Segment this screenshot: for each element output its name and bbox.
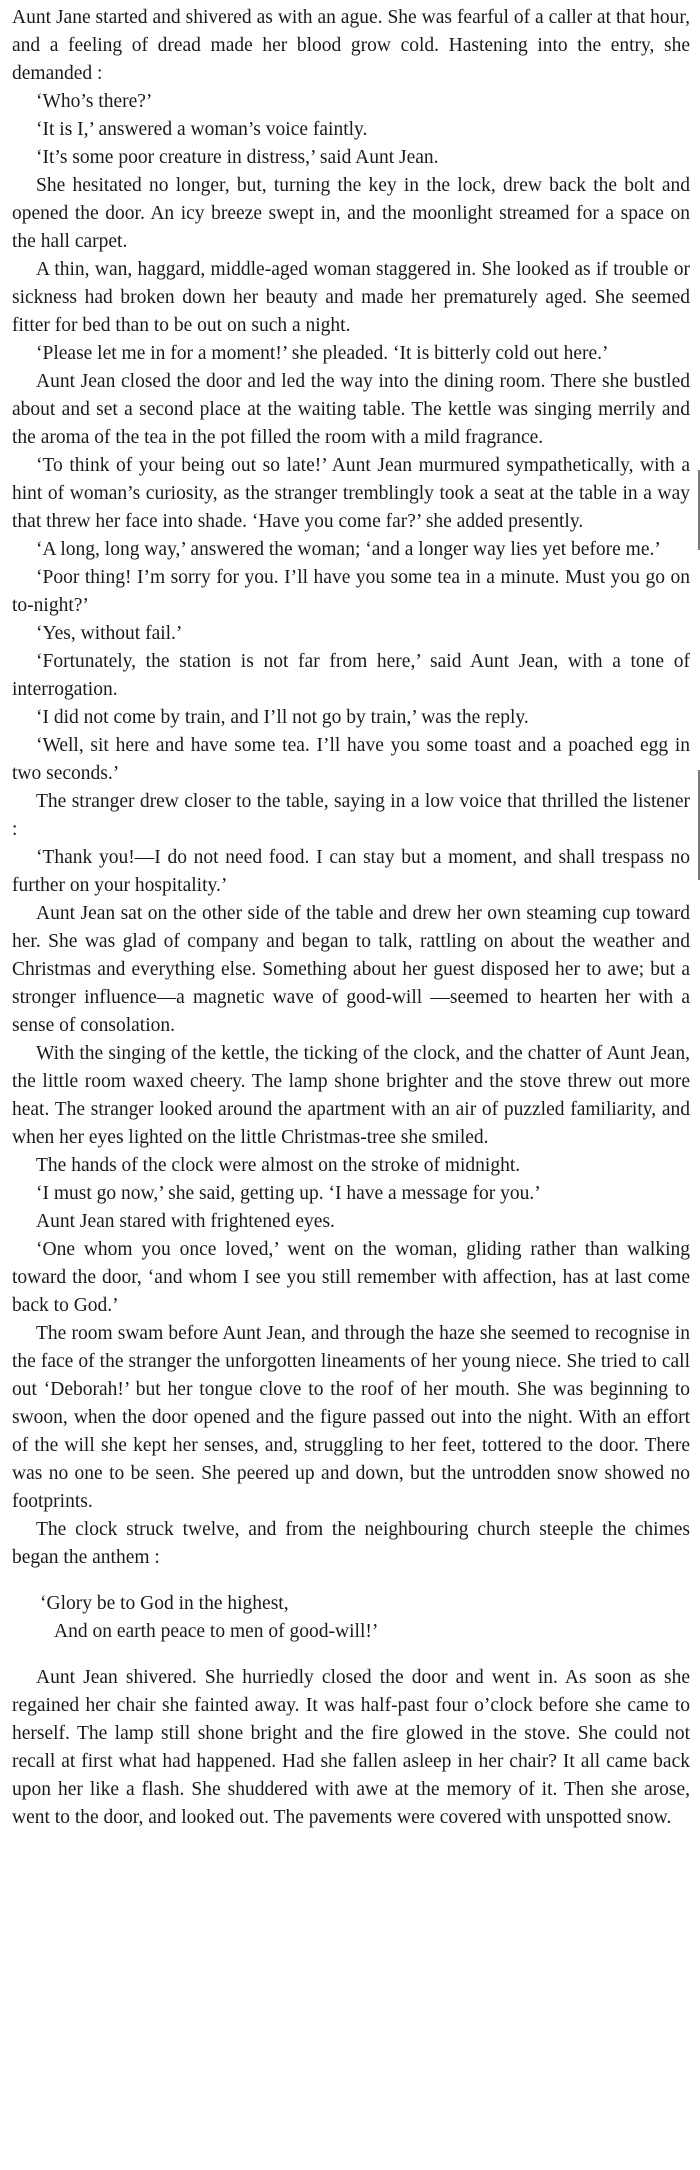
paragraph: ‘Fortunately, the station is not far from here,’ said Aunt Jean, with a tone of interrogation. — [12, 651, 690, 700]
paragraph: Aunt Jean stared with frightened eyes. — [36, 1211, 335, 1232]
paragraph: ‘It is I,’ answered a woman’s voice faintly. — [36, 119, 368, 140]
story-text — [12, 4, 690, 1832]
paragraph: ‘Who’s there?’ — [36, 91, 153, 112]
paragraph: ‘Well, sit here and have some tea. I’ll have you some toast and a poached egg in two seconds.’ — [12, 735, 690, 784]
paragraph: With the singing of the kettle, the ticking of the clock, and the chatter of Aunt Jean, the little room waxed cheery. The lamp shone brighter and the stove threw out more heat. The stranger looked around the apartment with an air of puzzled familiarity, and when her eyes lighted on the little Christmas-tree she smiled. — [12, 1043, 690, 1148]
anthem-verse — [40, 1590, 690, 1646]
paragraph: The hands of the clock were almost on the stroke of midnight. — [36, 1155, 521, 1176]
paragraph: ‘One whom you once loved,’ went on the woman, gliding rather than walking toward the door, ‘and whom I see you still remember with affection, has at last come back to God.’ — [12, 1239, 690, 1316]
paragraph: ‘Thank you!—I do not need food. I can stay but a moment, and shall trespass no further on your hospitality.’ — [12, 847, 690, 896]
verse-line: And on earth peace to men of good-will!’ — [54, 1621, 379, 1642]
paragraph: ‘I did not come by train, and I’ll not go by train,’ was the reply. — [36, 707, 529, 728]
paragraph: ‘Please let me in for a moment!’ she pleaded. ‘It is bitterly cold out here.’ — [36, 343, 609, 364]
paragraph: ‘Yes, without fail.’ — [36, 623, 183, 644]
paragraph: ‘It’s some poor creature in distress,’ said Aunt Jean. — [36, 147, 439, 168]
paragraph: Aunt Jean sat on the other side of the table and drew her own steaming cup toward her. She was glad of company and began to talk, rattling on about the weather and Christmas and everything else. Something about her guest disposed her to awe; but a stronger influence—a magnetic wave of good-will —seemed to hearten her with a sense of consolation. — [12, 903, 690, 1036]
paragraph: A thin, wan, haggard, middle-aged woman staggered in. She looked as if trouble or sickness had broken down her beauty and made her prematurely aged. She seemed fitter for bed than to be out on such a night. — [12, 259, 690, 336]
paragraph: She hesitated no longer, but, turning the key in the lock, drew back the bolt and opened the door. An icy breeze swept in, and the moonlight streamed for a space on the hall carpet. — [12, 175, 690, 252]
paragraph: ‘I must go now,’ she said, getting up. ‘I have a message for you.’ — [36, 1183, 541, 1204]
paragraph: ‘A long, long way,’ answered the woman; ‘and a longer way lies yet before me.’ — [36, 539, 661, 560]
paragraph: The clock struck twelve, and from the neighbouring church steeple the chimes began the anthem : — [12, 1519, 690, 1568]
verse-line: ‘Glory be to God in the highest, — [40, 1593, 289, 1614]
paragraph: The stranger drew closer to the table, saying in a low voice that thrilled the listener : — [12, 791, 690, 840]
paragraph: Aunt Jane started and shivered as with an ague. She was fearful of a caller at that hour, and a feeling of dread made her blood grow cold. Hastening into the entry, she demanded : — [12, 7, 690, 84]
closing-paragraph: Aunt Jean shivered. She hurriedly closed the door and went in. As soon as she regained her chair she fainted away. It was half-past four o’clock before she came to herself. The lamp still shone bright and the fire glowed in the stove. She could not recall at first what had happened. Had she fallen asleep in her chair? It all came back upon her like a flash. She shuddered with awe at the memory of it. Then she arose, went to the door, and looked out. The pavements were covered with unspotted snow. — [12, 1667, 690, 1828]
paragraph: Aunt Jean closed the door and led the way into the dining room. There she bustled about and set a second place at the waiting table. The kettle was singing merrily and the aroma of the tea in the pot filled the room with a mild fragrance. — [12, 371, 690, 448]
paragraph: ‘To think of your being out so late!’ Aunt Jean murmured sympathetically, with a hint of woman’s curiosity, as the stranger tremblingly took a seat at the table in a way that threw her face into shade. ‘Have you come far?’ she added presently. — [12, 455, 690, 532]
paragraph: ‘Poor thing! I’m sorry for you. I’ll have you some tea in a minute. Must you go on to-night?’ — [12, 567, 690, 616]
paragraph: The room swam before Aunt Jean, and through the haze she seemed to recognise in the face of the stranger the unforgotten lineaments of her young niece. She tried to call out ‘Deborah!’ but her tongue clove to the roof of her mouth. She was beginning to swoon, when the door opened and the figure passed out into the night. With an effort of the will she kept her senses, and, struggling to her feet, tottered to the door. There was no one to be seen. She peered up and down, but the untrodden snow showed no footprints. — [12, 1323, 690, 1512]
